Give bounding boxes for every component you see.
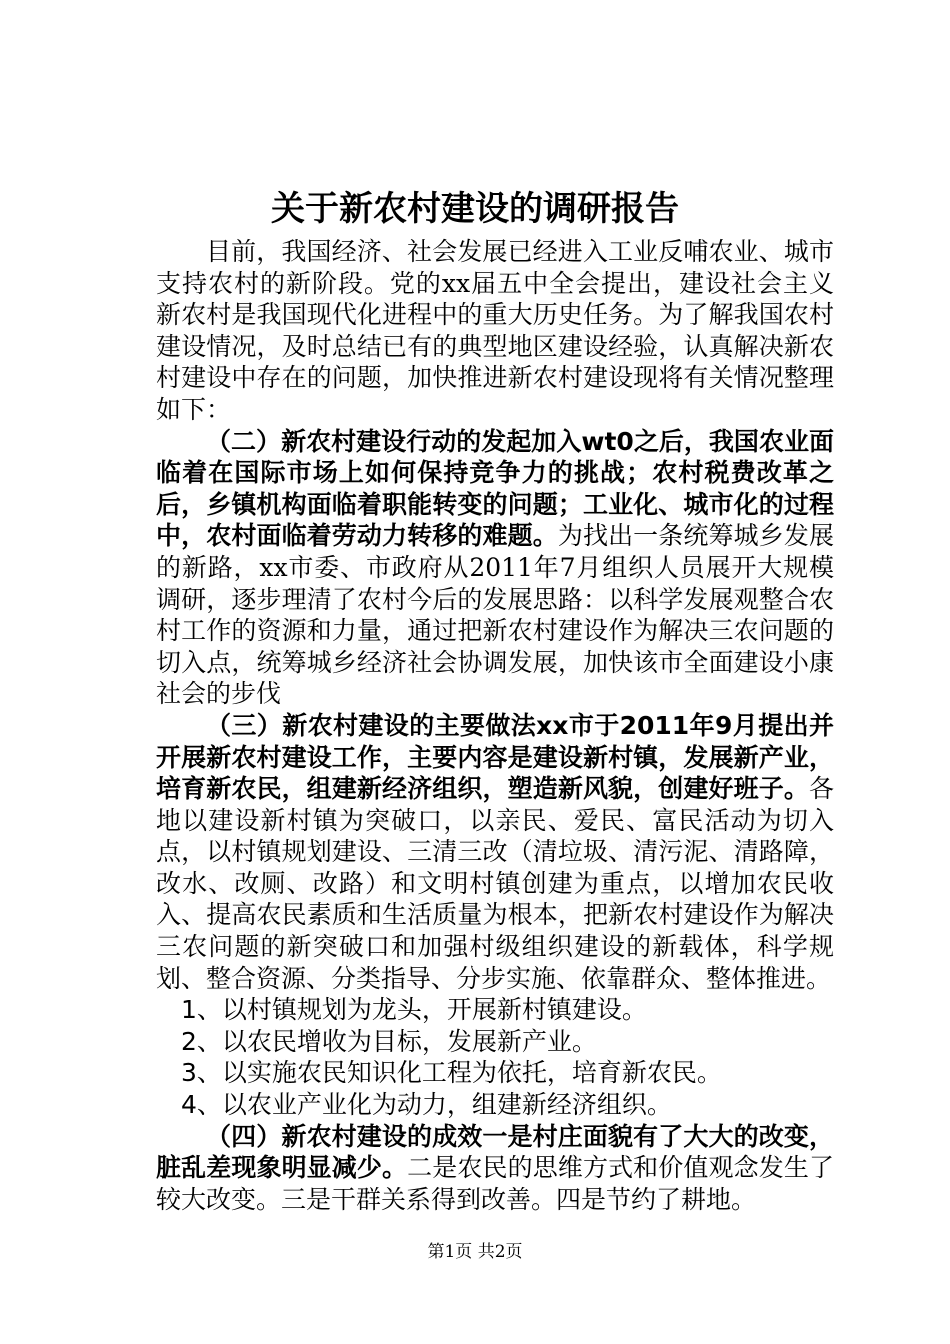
section-4-text: 二是农民的思维方式和价值观念发生了较大改变。三是干群关系得到改善。四是节约了耕地。	[156, 1153, 834, 1214]
document-title: 关于新农村建设的调研报告	[271, 189, 679, 229]
section-2-paragraph	[156, 426, 834, 710]
section-3-paragraph	[156, 710, 834, 994]
section-2-text: 为找出一条统筹城乡发展的新路，xx市委、市政府从2011年7月组织人员展开大规模调研，逐步理清了农村今后的发展思路：以科学发展观整合农村工作的资源和力量，通过把新农村建设作为解决三农问题的切入点，统筹城乡经济社会协调发展，加快该市全面建设小康社会的步伐	[156, 521, 834, 709]
section-2-heading: （二）新农村建设行动的发起加入wt0之后，我国农业面临着在国际市场上如何保持竞争力的挑战；农村税费改革之后，乡镇机构面临着职能转变的问题；工业化、城市化的过程中，农村面临着劳动力转移的难题。	[156, 426, 834, 551]
list-item: 3、以实施农民知识化工程为依托，培育新农民。	[181, 1058, 722, 1088]
list-item: 4、以农业产业化为动力，组建新经济组织。	[181, 1090, 672, 1120]
section-3-text: 各地以建设新村镇为突破口，以亲民、爱民、富民活动为切入点，以村镇规划建设、三清三改（清垃圾、清污泥、清路障，改水、改厕、改路）和文明村镇创建为重点，以增加农民收入、提高农民素质和生活质量为根本，把新农村建设作为解决三农问题的新突破口和加强村级组织建设的新载体，科学规划、整合资源、分类指导、分步实施、依靠群众、整体推进。	[156, 774, 834, 993]
list-item: 2、以农民增收为目标，发展新产业。	[181, 1026, 597, 1056]
intro-paragraph: 目前，我国经济、社会发展已经进入工业反哺农业、城市支持农村的新阶段。党的xx届五中全会提出，建设社会主义新农村是我国现代化进程中的重大历史任务。为了解我国农村建设情况，及时总结已有的典型地区建设经验，认真解决新农村建设中存在的问题，加快推进新农村建设现将有关情况整理如下：	[156, 237, 834, 424]
list-item: 1、以村镇规划为龙头，开展新村镇建设。	[181, 995, 647, 1025]
section-4-heading: （四）新农村建设的成效一是村庄面貌有了大大的改变，脏乱差现象明显减少。	[156, 1121, 834, 1183]
section-3-heading: （三）新农村建设的主要做法xx市于2011年9月提出并开展新农村建设工作，主要内容是建设新村镇，发展新产业，培育新农民，组建新经济组织，塑造新风貌，创建好班子。	[156, 710, 834, 804]
section-4-paragraph	[156, 1121, 834, 1216]
document-body	[156, 236, 834, 1215]
page-number-footer: 第1页 共2页	[427, 1242, 523, 1262]
